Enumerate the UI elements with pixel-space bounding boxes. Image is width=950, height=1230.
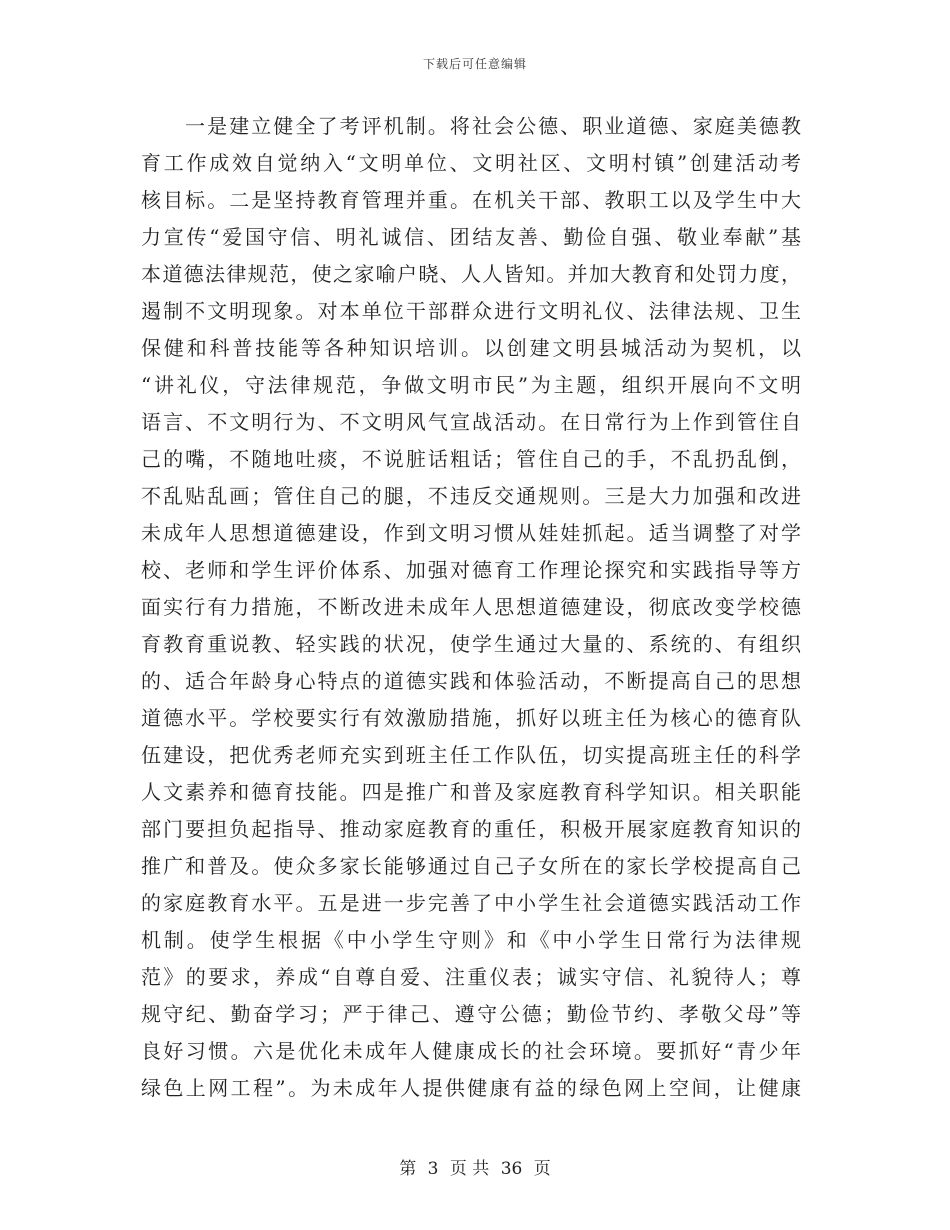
text-line: 的、适合年龄身心特点的道德实践和体验活动，不断提高自己的思想 [141, 669, 801, 693]
text-line: 不乱贴乱画；管住自己的腿，不违反交通规则。三是大力加强和改进 [141, 484, 801, 508]
text-line: 部门要担负起指导、推动家庭教育的重任，积极开展家庭教育知识的 [141, 817, 801, 841]
text-line: 力宣传“爱国守信、明礼诚信、团结友善、勤俭自强、敬业奉献”基 [141, 225, 801, 249]
footer-middle: 页 共 [449, 1159, 490, 1179]
footer-suffix: 页 [533, 1159, 551, 1179]
footer-prefix: 第 [399, 1159, 417, 1179]
text-line: 育教育重说教、轻实践的状况，使学生通过大量的、系统的、有组织 [141, 632, 801, 656]
text-line: 范》的要求，养成“自尊自爱、注重仪表；诚实守信、礼貌待人；尊 [141, 965, 801, 989]
page-header: 下载后可任意编辑 [422, 57, 527, 71]
document-body [141, 108, 801, 1107]
text-line: 伍建设，把优秀老师充实到班主任工作队伍，切实提高班主任的科学 [141, 743, 801, 767]
text-line: 道德水平。学校要实行有效激励措施，抓好以班主任为核心的德育队 [141, 706, 801, 730]
text-line: 保健和科普技能等各种知识培训。以创建文明县城活动为契机，以 [141, 336, 801, 360]
text-line: 语言、不文明行为、不文明风气宣战活动。在日常行为上作到管住自 [141, 410, 801, 434]
text-line: 遏制不文明现象。对本单位干部群众进行文明礼仪、法律法规、卫生 [141, 299, 801, 323]
text-line: 机制。使学生根据《中小学生守则》和《中小学生日常行为法律规 [141, 928, 801, 952]
text-line: 良好习惯。六是优化未成年人健康成长的社会环境。要抓好“青少年 [141, 1039, 801, 1063]
text-line: 未成年人思想道德建设，作到文明习惯从娃娃抓起。适当调整了对学 [141, 521, 801, 545]
text-line: 一是建立健全了考评机制。将社会公德、职业道德、家庭美德教 [185, 114, 801, 138]
text-line: 绿色上网工程”。为未成年人提供健康有益的绿色网上空间，让健康 [141, 1076, 801, 1100]
footer-total-pages: 36 [500, 1159, 523, 1179]
text-line: 的家庭教育水平。五是进一步完善了中小学生社会道德实践活动工作 [141, 891, 801, 915]
page-footer [0, 1154, 950, 1179]
text-line: 人文素养和德育技能。四是推广和普及家庭教育科学知识。相关职能 [141, 780, 801, 804]
footer-page-number: 3 [427, 1159, 439, 1179]
text-line: “讲礼仪，守法律规范，争做文明市民”为主题，组织开展向不文明 [141, 373, 801, 397]
text-line: 面实行有力措施，不断改进未成年人思想道德建设，彻底改变学校德 [141, 595, 801, 619]
text-line: 校、老师和学生评价体系、加强对德育工作理论探究和实践指导等方 [141, 558, 801, 582]
text-line: 核目标。二是坚持教育管理并重。在机关干部、教职工以及学生中大 [141, 188, 801, 212]
text-line: 本道德法律规范，使之家喻户晓、人人皆知。并加大教育和处罚力度， [141, 262, 801, 286]
text-line: 育工作成效自觉纳入“文明单位、文明社区、文明村镇”创建活动考 [141, 151, 801, 175]
text-line: 推广和普及。使众多家长能够通过自己子女所在的家长学校提高自己 [141, 854, 801, 878]
text-line: 己的嘴，不随地吐痰，不说脏话粗话；管住自己的手，不乱扔乱倒， [141, 447, 801, 471]
text-line: 规守纪、勤奋学习；严于律己、遵守公德；勤俭节约、孝敬父母”等 [141, 1002, 801, 1026]
